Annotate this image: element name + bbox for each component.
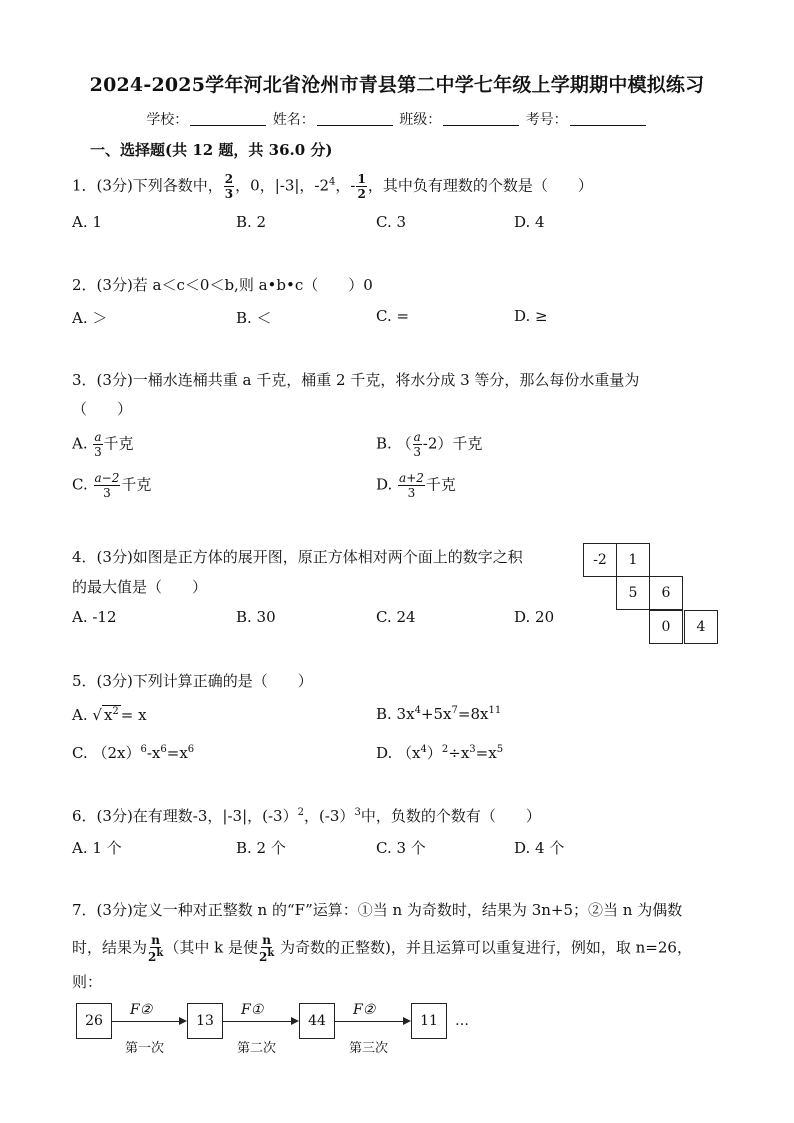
question-4-line-2: 的最大值是（ ） bbox=[72, 578, 208, 596]
q3-option-d[interactable]: D. $\frac{a+2}{3}$ 千克 bbox=[376, 471, 456, 500]
q3-option-a[interactable]: A. $\frac{a}{3}$ 千克 bbox=[72, 430, 134, 459]
q5-option-c[interactable]: C. $(2x)^6-x^6=x^6$ bbox=[72, 744, 195, 762]
q1-fraction-1: $\frac{2}{3}$ bbox=[224, 172, 234, 201]
flow-arrow bbox=[112, 1021, 185, 1022]
class-blank[interactable] bbox=[443, 111, 519, 126]
q3-option-b[interactable]: B. （ $\frac{a}{3}$ -2）千克 bbox=[376, 430, 483, 459]
flow-step-label: 第二次 bbox=[237, 1041, 277, 1056]
q2-option-d[interactable]: D. ≥ bbox=[514, 307, 548, 325]
flow-arrow bbox=[335, 1021, 409, 1022]
q4-option-d[interactable]: D. 20 bbox=[514, 608, 555, 626]
school-blank[interactable] bbox=[190, 111, 266, 126]
q1-mid: ，0，|-3|，-2 bbox=[235, 176, 330, 195]
name-label: 姓名： bbox=[272, 112, 315, 128]
question-3-line-2: （ ） bbox=[72, 400, 133, 418]
net-cell: 4 bbox=[684, 610, 718, 644]
question-6: 6．(3分)在有理数-3，|-3|，(-3）$^2$，(-3）$^3$中，负数的个数有（ ） bbox=[72, 807, 541, 825]
q1-suffix: ，其中负有理数的个数是（ ） bbox=[367, 176, 593, 195]
q6-option-b[interactable]: B. 2 个 bbox=[236, 839, 286, 857]
q2-option-c[interactable]: C. = bbox=[376, 307, 410, 325]
flow-step-label: 第三次 bbox=[349, 1041, 389, 1056]
q3-option-c[interactable]: C. $\frac{a-2}{3}$ 千克 bbox=[72, 471, 152, 500]
q1-option-a[interactable]: A. 1 bbox=[72, 213, 102, 231]
question-7-line-2: 时，结果为 $\frac{n}{2^k}$ （其中 k 是使 $\frac{n}{2^k}$ 为奇数的正整数)，并且运算可以重复进行，例如，取 n=26， bbox=[72, 933, 692, 964]
flow-step-label: 第一次 bbox=[125, 1041, 165, 1056]
flow-box: 11 bbox=[411, 1003, 447, 1039]
flow-arrow-label: F② bbox=[353, 1002, 376, 1018]
name-blank[interactable] bbox=[317, 111, 393, 126]
flow-arrow bbox=[223, 1021, 297, 1022]
q4-option-a[interactable]: A. -12 bbox=[72, 608, 117, 626]
q5-option-a[interactable]: A. √ $x^2 = x$ bbox=[72, 706, 147, 724]
q1-prefix: 1．(3分)下列各数中， bbox=[72, 176, 223, 195]
q2-option-b[interactable]: B. ＜ bbox=[236, 309, 272, 327]
flow-ellipsis: … bbox=[455, 1013, 469, 1029]
q6-option-c[interactable]: C. 3 个 bbox=[376, 839, 426, 857]
question-7-line-3: 则： bbox=[72, 973, 103, 991]
question-2: 2．(3分)若 a＜c＜0＜b,则 a•b•c（ ）0 bbox=[72, 276, 373, 294]
q5-option-d[interactable]: D. $(x^4)^2\div x^3=x^5$ bbox=[376, 744, 504, 762]
q5-option-b[interactable]: B. $3x^4+5x^7=8x^{11}$ bbox=[376, 705, 502, 723]
net-cell: -2 bbox=[583, 543, 617, 577]
q4-option-c[interactable]: C. 24 bbox=[376, 608, 416, 626]
school-label: 学校： bbox=[146, 112, 189, 128]
q1-option-d[interactable]: D. 4 bbox=[514, 213, 545, 231]
q2-option-a[interactable]: A. ＞ bbox=[72, 309, 108, 327]
q1-option-b[interactable]: B. 2 bbox=[236, 213, 267, 231]
page-title: 2024-2025学年河北省沧州市青县第二中学七年级上学期期中模拟练习 bbox=[89, 74, 705, 96]
net-cell: 1 bbox=[616, 543, 650, 577]
id-blank[interactable] bbox=[570, 111, 646, 126]
q1-fraction-2: $\frac{1}{2}$ bbox=[357, 172, 366, 201]
section-heading: 一、选择题(共 12 题，共 36.0 分) bbox=[90, 141, 333, 159]
flow-arrow-label: F① bbox=[241, 1002, 264, 1018]
net-cell: 5 bbox=[616, 576, 650, 610]
question-5: 5．(3分)下列计算正确的是（ ） bbox=[72, 672, 313, 690]
question-3-line-1: 3．(3分)一桶水连桶共重 a 千克，桶重 2 千克，将水分成 3 等分，那么每份水重量为 bbox=[72, 371, 640, 389]
q6-option-a[interactable]: A. 1 个 bbox=[72, 839, 122, 857]
question-7-line-1: 7．(3分)定义一种对正整数 n 的“F”运算：①当 n 为奇数时，结果为 3n+5；②当 n 为偶数 bbox=[72, 901, 683, 919]
net-cell: 6 bbox=[649, 576, 683, 610]
flow-box: 26 bbox=[76, 1003, 112, 1039]
student-info-line bbox=[0, 109, 794, 129]
question-1: 1．(3分)下列各数中， $\frac{2}{3}$ ，0，|-3|，$-2^4$，- $\frac{1}{2}$ ，其中负有理数的个数是（ ） bbox=[72, 172, 593, 201]
question-4-line-1: 4．(3分)如图是正方体的展开图，原正方体相对两个面上的数字之积 bbox=[72, 548, 523, 566]
flow-box: 13 bbox=[187, 1003, 223, 1039]
flow-arrow-label: F② bbox=[130, 1002, 153, 1018]
class-label: 班级： bbox=[399, 112, 442, 128]
q1-option-c[interactable]: C. 3 bbox=[376, 213, 407, 231]
id-label: 考号： bbox=[525, 112, 568, 128]
q6-option-d[interactable]: D. 4 个 bbox=[514, 839, 565, 857]
q4-option-b[interactable]: B. 30 bbox=[236, 608, 276, 626]
flow-box: 44 bbox=[299, 1003, 335, 1039]
net-cell: 0 bbox=[649, 610, 683, 644]
